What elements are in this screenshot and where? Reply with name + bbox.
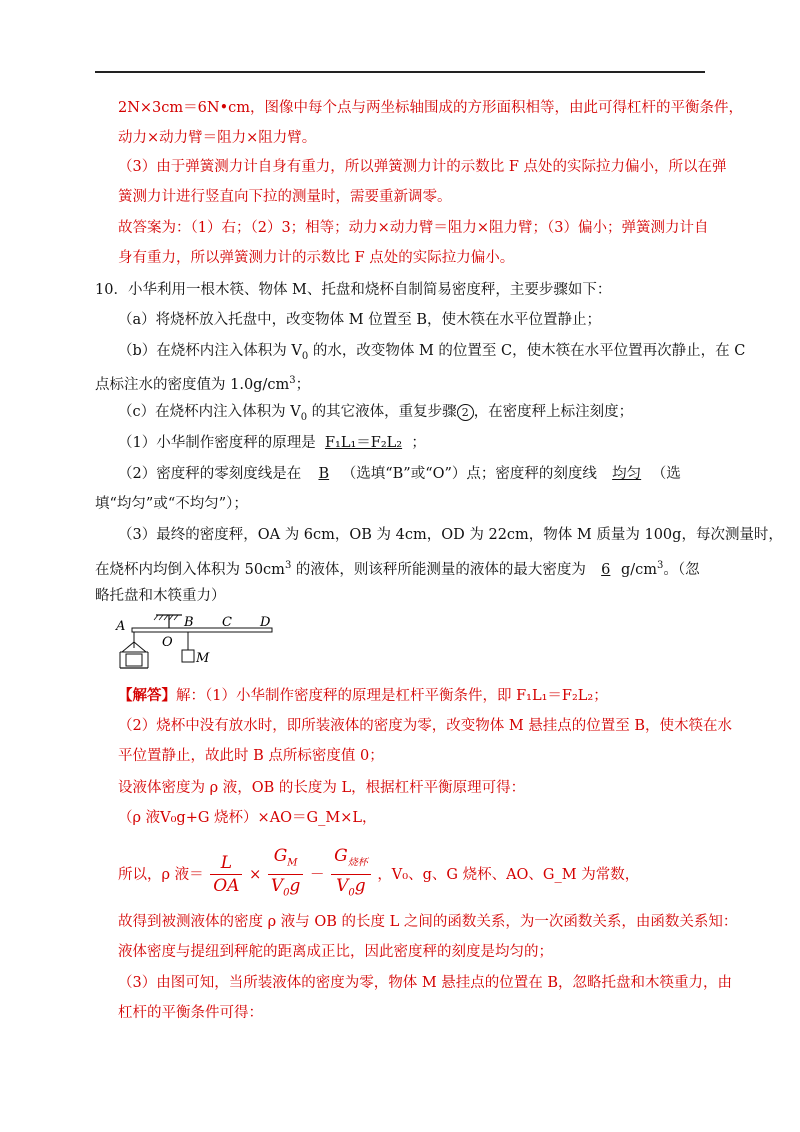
step-b-line-1: （b）在烧杯内注入体积为 $V_0$ 的水，改变物体 M 的位置至 C，使木筷在水平位置再次静止，在 C xyxy=(118,343,746,362)
solution-line-3: 平位置静止，故此时 B 点所标密度值 0； xyxy=(118,748,384,764)
answer-line-3: （3）由于弹簧测力计自身有重力，所以弹簧测力计的示数比 F 点处的实际拉力偏小，所以在弹 xyxy=(118,159,727,175)
solution-line-8: （3）由图可知，当所装液体的密度为零，物体 M 悬挂点的位置在 B，忽略托盘和木筷重力，由 xyxy=(118,975,733,991)
answer-line-1: 2N×3cm＝6N•cm，图像中每个点与两坐标轴围成的方形面积相等，由此可得杠杆的平衡条件， xyxy=(118,100,743,116)
sub-question-2: （2）密度秤的零刻度线是在 B （选填“B”或“O”）点；密度秤的刻度线 均匀 （选 xyxy=(118,466,681,482)
label-C: C xyxy=(222,615,232,630)
sub-question-2-cont: 填“均匀”或“不均匀”）； xyxy=(95,496,248,512)
answer-line-4: 簧测力计进行竖直向下拉的测量时，需要重新调零。 xyxy=(118,189,452,205)
label-A: A xyxy=(116,619,126,634)
lever-diagram xyxy=(112,612,292,674)
fraction-GM-over-V0g: $\frac{G_M}{V_0g}$ xyxy=(268,845,304,905)
sub-question-1: （1）小华制作密度秤的原理是 F₁L₁＝F₂L₂ ； xyxy=(118,435,426,451)
answer-blank-2: B xyxy=(318,466,330,482)
label-M: M xyxy=(196,651,210,666)
label-B: B xyxy=(184,615,194,630)
solution-line-4: 设液体密度为 ρ 液，OB 的长度为 L，根据杠杆平衡原理可得： xyxy=(118,780,526,796)
question-10-title: 10．小华利用一根木筷、物体 M、托盘和烧杯自制简易密度秤，主要步骤如下： xyxy=(95,282,612,298)
sub-question-3-cont: 在烧杯内均倒入体积为 $50cm^3$ 的液体，则该秤所能测量的液体的最大密度为 6 $g/cm^3$。（忽 xyxy=(95,560,700,578)
sub-question-3: （3）最终的密度秤，OA 为 6cm，OB 为 4cm，OD 为 22cm，物体 M 质量为 100g，每次测量时， xyxy=(118,527,783,543)
label-D: D xyxy=(260,615,271,630)
answer-blank-3: 均匀 xyxy=(612,466,642,482)
fraction-L-over-OA: $\frac{L}{OA}$ xyxy=(210,852,242,897)
answer-line-2: 动力×动力臂＝阻力×阻力臂。 xyxy=(118,130,317,146)
solution-line-5: （ρ 液V₀g+G 烧杯）×AO＝G_M×L， xyxy=(118,810,377,826)
solution-line-2: （2）烧杯中没有放水时，即所装液体的密度为零，改变物体 M 悬挂点的位置至 B，使木筷在水 xyxy=(118,718,733,734)
header-rule xyxy=(95,71,705,73)
solution-line-9: 杠杆的平衡条件可得： xyxy=(118,1005,263,1021)
label-O: O xyxy=(162,635,173,650)
answer-summary-1: 故答案为：（1）右；（2）3；相等；动力×动力臂＝阻力×阻力臂；（3）偏小；弹簧测力计自 xyxy=(118,220,709,236)
step-b-line-2: 点标注水的密度值为 $1.0g/cm^3$； xyxy=(95,375,311,393)
solution-line-1: 【解答】解：（1）小华制作密度秤的原理是杠杆平衡条件，即 F₁L₁＝F₂L₂； xyxy=(118,687,608,704)
solution-line-7: 液体密度与提纽到秤舵的距离成正比，因此密度秤的刻度是均匀的； xyxy=(118,944,553,960)
answer-summary-2: 身有重力，所以弹簧测力计的示数比 F 点处的实际拉力偏小。 xyxy=(118,250,515,266)
sub-question-3-note: 略托盘和木筷重力） xyxy=(95,588,226,604)
solution-line-6: 故得到被测液体的密度 ρ 液与 OB 的长度 L 之间的函数关系，为一次函数关系，由函数关系知： xyxy=(118,914,738,930)
answer-blank-4: 6 xyxy=(601,561,611,578)
step-c: （c）在烧杯内注入体积为 $V_0$ 的其它液体，重复步骤 2 ，在密度秤上标注刻度； xyxy=(118,404,634,423)
answer-blank-1: F₁L₁＝F₂L₂ xyxy=(324,435,403,451)
fraction-Gbeaker-over-V0g: $\frac{G_{烧杯}}{V_0g}$ xyxy=(331,845,371,905)
step-a: （a）将烧杯放入托盘中，改变物体 M 位置至 B，使木筷在水平位置静止； xyxy=(118,312,601,328)
density-formula: 所以，ρ 液＝ $\frac{L}{OA}$ × $\frac{G_M}{V_0g}$ － $\frac{G_{烧杯}}{V_0g}$ ，V₀、g、G 烧杯、AO、G_M 为常数， xyxy=(118,845,639,905)
circled-number: 2 xyxy=(457,404,474,421)
